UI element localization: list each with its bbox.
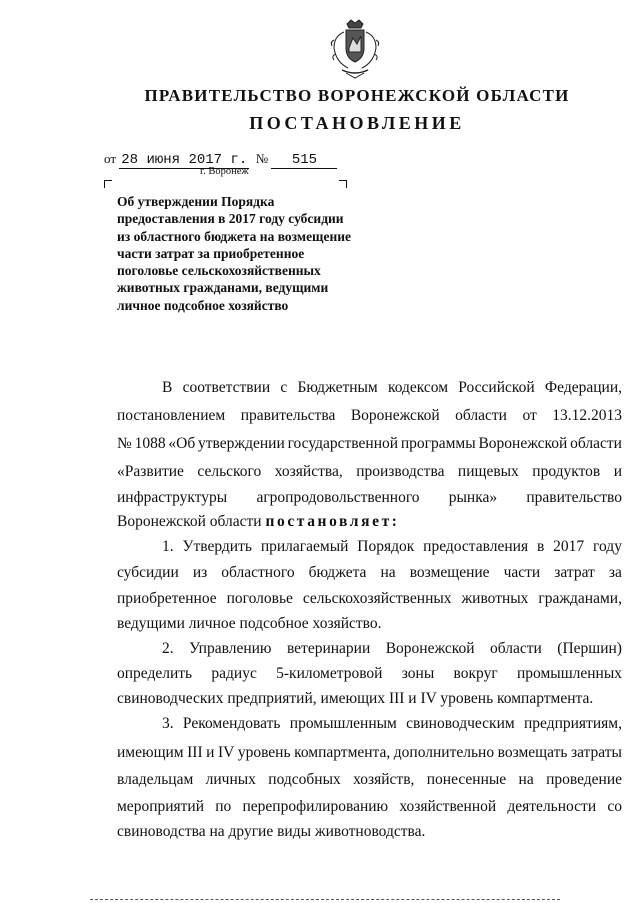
body-word: Воронежской — [350, 407, 440, 424]
city: г. Воронеж — [200, 166, 249, 177]
body-word: областного — [221, 564, 295, 581]
body-word: В — [162, 379, 173, 396]
body-word: производства — [356, 463, 445, 480]
body-word: 13.12.2013 — [552, 407, 622, 424]
body-word: предприятиям, — [523, 715, 622, 732]
number-label: № — [255, 151, 269, 166]
body-word: агропродовольственного — [256, 489, 420, 506]
body-word: компартмента, — [294, 744, 391, 761]
body-word: постановлением — [117, 407, 226, 424]
body-word: со — [607, 798, 622, 815]
body-word: из — [192, 564, 208, 581]
body-word: дополнительно — [393, 744, 495, 761]
body-word: проведение — [546, 771, 622, 788]
body-word: по — [215, 798, 232, 815]
body-word: инфраструктуры — [117, 489, 228, 506]
body-word: сельскохозяйственных — [302, 590, 452, 607]
body-word: № — [117, 435, 132, 452]
body-word: государственной — [287, 435, 399, 452]
body-line: ведущими личное подсобное хозяйство. — [117, 615, 382, 632]
date-label: от — [104, 151, 117, 166]
body-word: кодексом — [387, 379, 449, 396]
body-word: области — [570, 435, 622, 452]
body-word: затраты — [570, 744, 622, 761]
body-word: перепрофилированию — [242, 798, 389, 815]
document-date: 28 июня 2017 г. — [121, 152, 248, 168]
body-word: промышленным — [289, 715, 397, 732]
body-line — [117, 744, 622, 762]
body-word: Воронежской — [478, 435, 568, 452]
body-word: понесенные — [426, 771, 507, 788]
body-line — [162, 538, 622, 556]
body-word: Российской — [458, 379, 535, 396]
body-word: свиноводческим — [406, 715, 515, 732]
body-word: соответствии — [182, 379, 271, 396]
body-word: «Об — [168, 435, 196, 452]
body-line — [117, 771, 622, 789]
body-line — [117, 665, 622, 683]
body-word: продуктов — [532, 463, 601, 480]
body-word: уровень — [237, 744, 291, 761]
document-number: 515 — [271, 152, 337, 169]
body-word: личных — [205, 771, 256, 788]
body-line: свиноводческих предприятий, имеющих III и IV уровень компартмента. — [117, 690, 594, 707]
body-word: Бюджетным — [297, 379, 378, 396]
body-word: от — [522, 407, 537, 424]
body-line — [117, 590, 622, 608]
body-word: утверждении — [198, 435, 285, 452]
body-word: Утвердить — [182, 538, 252, 555]
body-word: хозяйства, — [274, 463, 343, 480]
body-word: бюджета — [308, 564, 367, 581]
body-line — [117, 435, 622, 453]
page-edge-divider — [90, 899, 560, 900]
body-word: Федерации, — [544, 379, 622, 396]
body-line — [162, 640, 622, 658]
body-word: животных — [461, 590, 529, 607]
body-line — [117, 489, 622, 507]
body-word: 2017 — [553, 538, 585, 555]
body-word: III — [187, 744, 203, 761]
body-word: зоны — [401, 665, 435, 682]
body-word: правительства — [240, 407, 336, 424]
body-word: области — [455, 407, 507, 424]
body-word: IV — [217, 744, 235, 761]
document-title: Об утверждении Порядка предоставления в 2017 году субсидии из областного бюджета на возмещение части затрат за приобретенное поголовье сельскохозяйственных животных гражданами, ведущими личное подсобное хозяйство — [117, 194, 351, 313]
body-word: «Развитие — [117, 463, 184, 480]
decree-keyword: постановляет: — [265, 513, 400, 530]
body-word: на — [518, 771, 534, 788]
body-line — [117, 407, 622, 425]
body-line — [162, 715, 622, 733]
body-word: Воронежской — [385, 640, 475, 657]
body-word: области — [490, 640, 542, 657]
body-word: в — [536, 538, 545, 555]
body-word: Управлению — [189, 640, 272, 657]
body-word: определить — [117, 665, 193, 682]
body-word: 1. — [162, 538, 174, 555]
body-word: (Першин) — [557, 640, 622, 657]
body-word: части — [503, 564, 541, 581]
title-bracket-left — [104, 180, 112, 188]
body-word: пищевых — [457, 463, 519, 480]
body-word: приобретенное — [117, 590, 217, 607]
body-word: 1088 — [134, 435, 166, 452]
body-word: Рекомендовать — [182, 715, 281, 732]
body-word: затрат — [554, 564, 595, 581]
body-word: на — [380, 564, 396, 581]
coat-of-arms-emblem — [328, 18, 382, 80]
body-word: Порядок — [357, 538, 415, 555]
body-word: вокруг — [453, 665, 498, 682]
body-word: возмещение — [409, 564, 490, 581]
body-line — [117, 463, 622, 481]
body-word: промышленных — [516, 665, 622, 682]
body-word: 2. — [162, 640, 174, 657]
body-word: 3. — [162, 715, 174, 732]
body-word: ветеринарии — [286, 640, 371, 657]
body-word: и — [613, 463, 622, 480]
body-word: правительство — [526, 489, 622, 506]
body-word: деятельности — [507, 798, 597, 815]
body-word: и — [206, 744, 215, 761]
body-word: хозяйств, — [353, 771, 415, 788]
body-word: гражданами, — [538, 590, 622, 607]
body-word: предоставления — [423, 538, 529, 555]
body-word: подсобных — [268, 771, 341, 788]
body-word: хозяйственной — [399, 798, 497, 815]
title-bracket-right — [339, 180, 347, 188]
body-word: поголовье — [226, 590, 293, 607]
body-line — [117, 564, 622, 582]
body-word: сельского — [197, 463, 262, 480]
government-name: ПРАВИТЕЛЬСТВО ВОРОНЕЖСКОЙ ОБЛАСТИ — [144, 86, 570, 105]
body-word: программы — [400, 435, 476, 452]
body-word: владельцам — [117, 771, 194, 788]
body-word: возмещать — [497, 744, 568, 761]
body-line: свиноводства на другие виды животноводства. — [117, 823, 426, 840]
body-line — [162, 379, 622, 397]
document-type: ПОСТАНОВЛЕНИЕ — [249, 113, 465, 133]
body-word: за — [608, 564, 622, 581]
body-word: мероприятий — [117, 798, 205, 815]
body-word: 5-километровой — [276, 665, 383, 682]
body-word: прилагаемый — [260, 538, 349, 555]
body-word: субсидии — [117, 564, 179, 581]
body-word: имеющим — [117, 744, 184, 761]
body-word: году — [593, 538, 622, 555]
body-word: с — [280, 379, 288, 396]
body-word: радиус — [211, 665, 257, 682]
body-line: Воронежской области постановляет: — [117, 513, 400, 530]
body-word: рынка» — [448, 489, 498, 506]
body-line — [117, 798, 622, 816]
